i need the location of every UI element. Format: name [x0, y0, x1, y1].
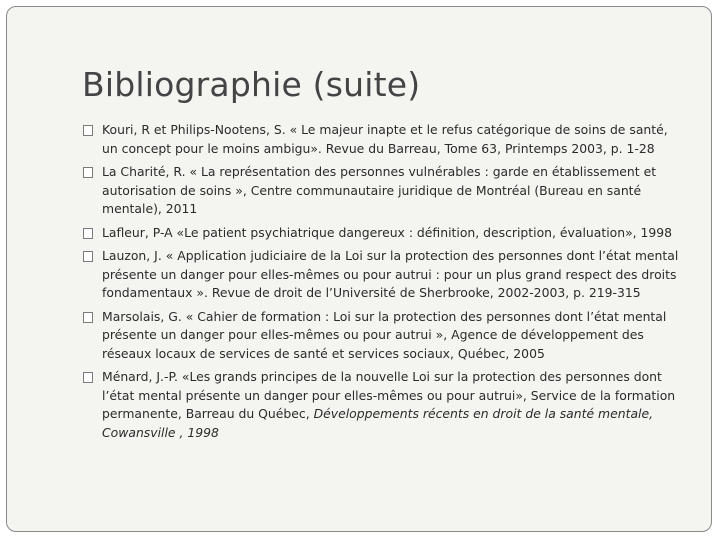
entry-text: Lauzon, J. « Application judiciaire de la Loi sur la protection des personnes dont l’état mental présente un danger pour elles-mêmes ou pour autrui : pour un plus grand respect des droits fondamentaux ». Revue de droit de l’Université de Sherbrooke, 2002-2003, p. 219-315: [102, 248, 679, 300]
slide: [6, 6, 712, 532]
entry-italic-text: Développements récents en droit de la santé mentale, Cowansville , 1998: [102, 406, 654, 440]
entry-text: Ménard, J.-P. «Les grands principes de la nouvelle Loi sur la protection des personnes dont l’état mental présente un danger pour elles-mêmes ou pour autrui», Service de la formation permanente, Barreau du Québec,: [102, 369, 676, 421]
bibliography-entry-lauzon: [83, 247, 685, 303]
slide-title: Bibliographie (suite): [82, 65, 421, 104]
entry-text: Lafleur, P-A «Le patient psychiatrique dangereux : définition, description, évaluation», 1998: [102, 224, 673, 240]
checkbox-bullet-icon: [83, 228, 93, 239]
bibliography-entry-la-charite: [83, 163, 685, 219]
bibliography-entry-lafleur: [83, 224, 685, 243]
bibliography-list: [83, 121, 685, 447]
bibliography-entry-kouri: [83, 121, 685, 158]
entry-text: Kouri, R et Philips-Nootens, S. « Le majeur inapte et le refus catégorique de soins de santé, un concept pour le moins ambigu». Revue du Barreau, Tome 63, Printemps 2003, p. 1-28: [102, 122, 668, 156]
checkbox-bullet-icon: [83, 312, 93, 323]
bibliography-entry-marsolais: [83, 308, 685, 364]
checkbox-bullet-icon: [83, 125, 93, 136]
entry-text: La Charité, R. « La représentation des personnes vulnérables : garde en établissement et autorisation de soins », Centre communautaire juridique de Montréal (Bureau en santé mentale), 2011: [102, 164, 657, 216]
entry-text: Marsolais, G. « Cahier de formation : Loi sur la protection des personnes dont l’état mental présente un danger pour elles-mêmes ou pour autrui », Agence de développement des réseaux locaux de services de santé et services sociaux, Québec, 2005: [102, 308, 667, 361]
checkbox-bullet-icon: [83, 251, 93, 262]
checkbox-bullet-icon: [83, 372, 93, 383]
checkbox-bullet-icon: [83, 167, 93, 178]
bibliography-entry-menard: [83, 368, 685, 442]
